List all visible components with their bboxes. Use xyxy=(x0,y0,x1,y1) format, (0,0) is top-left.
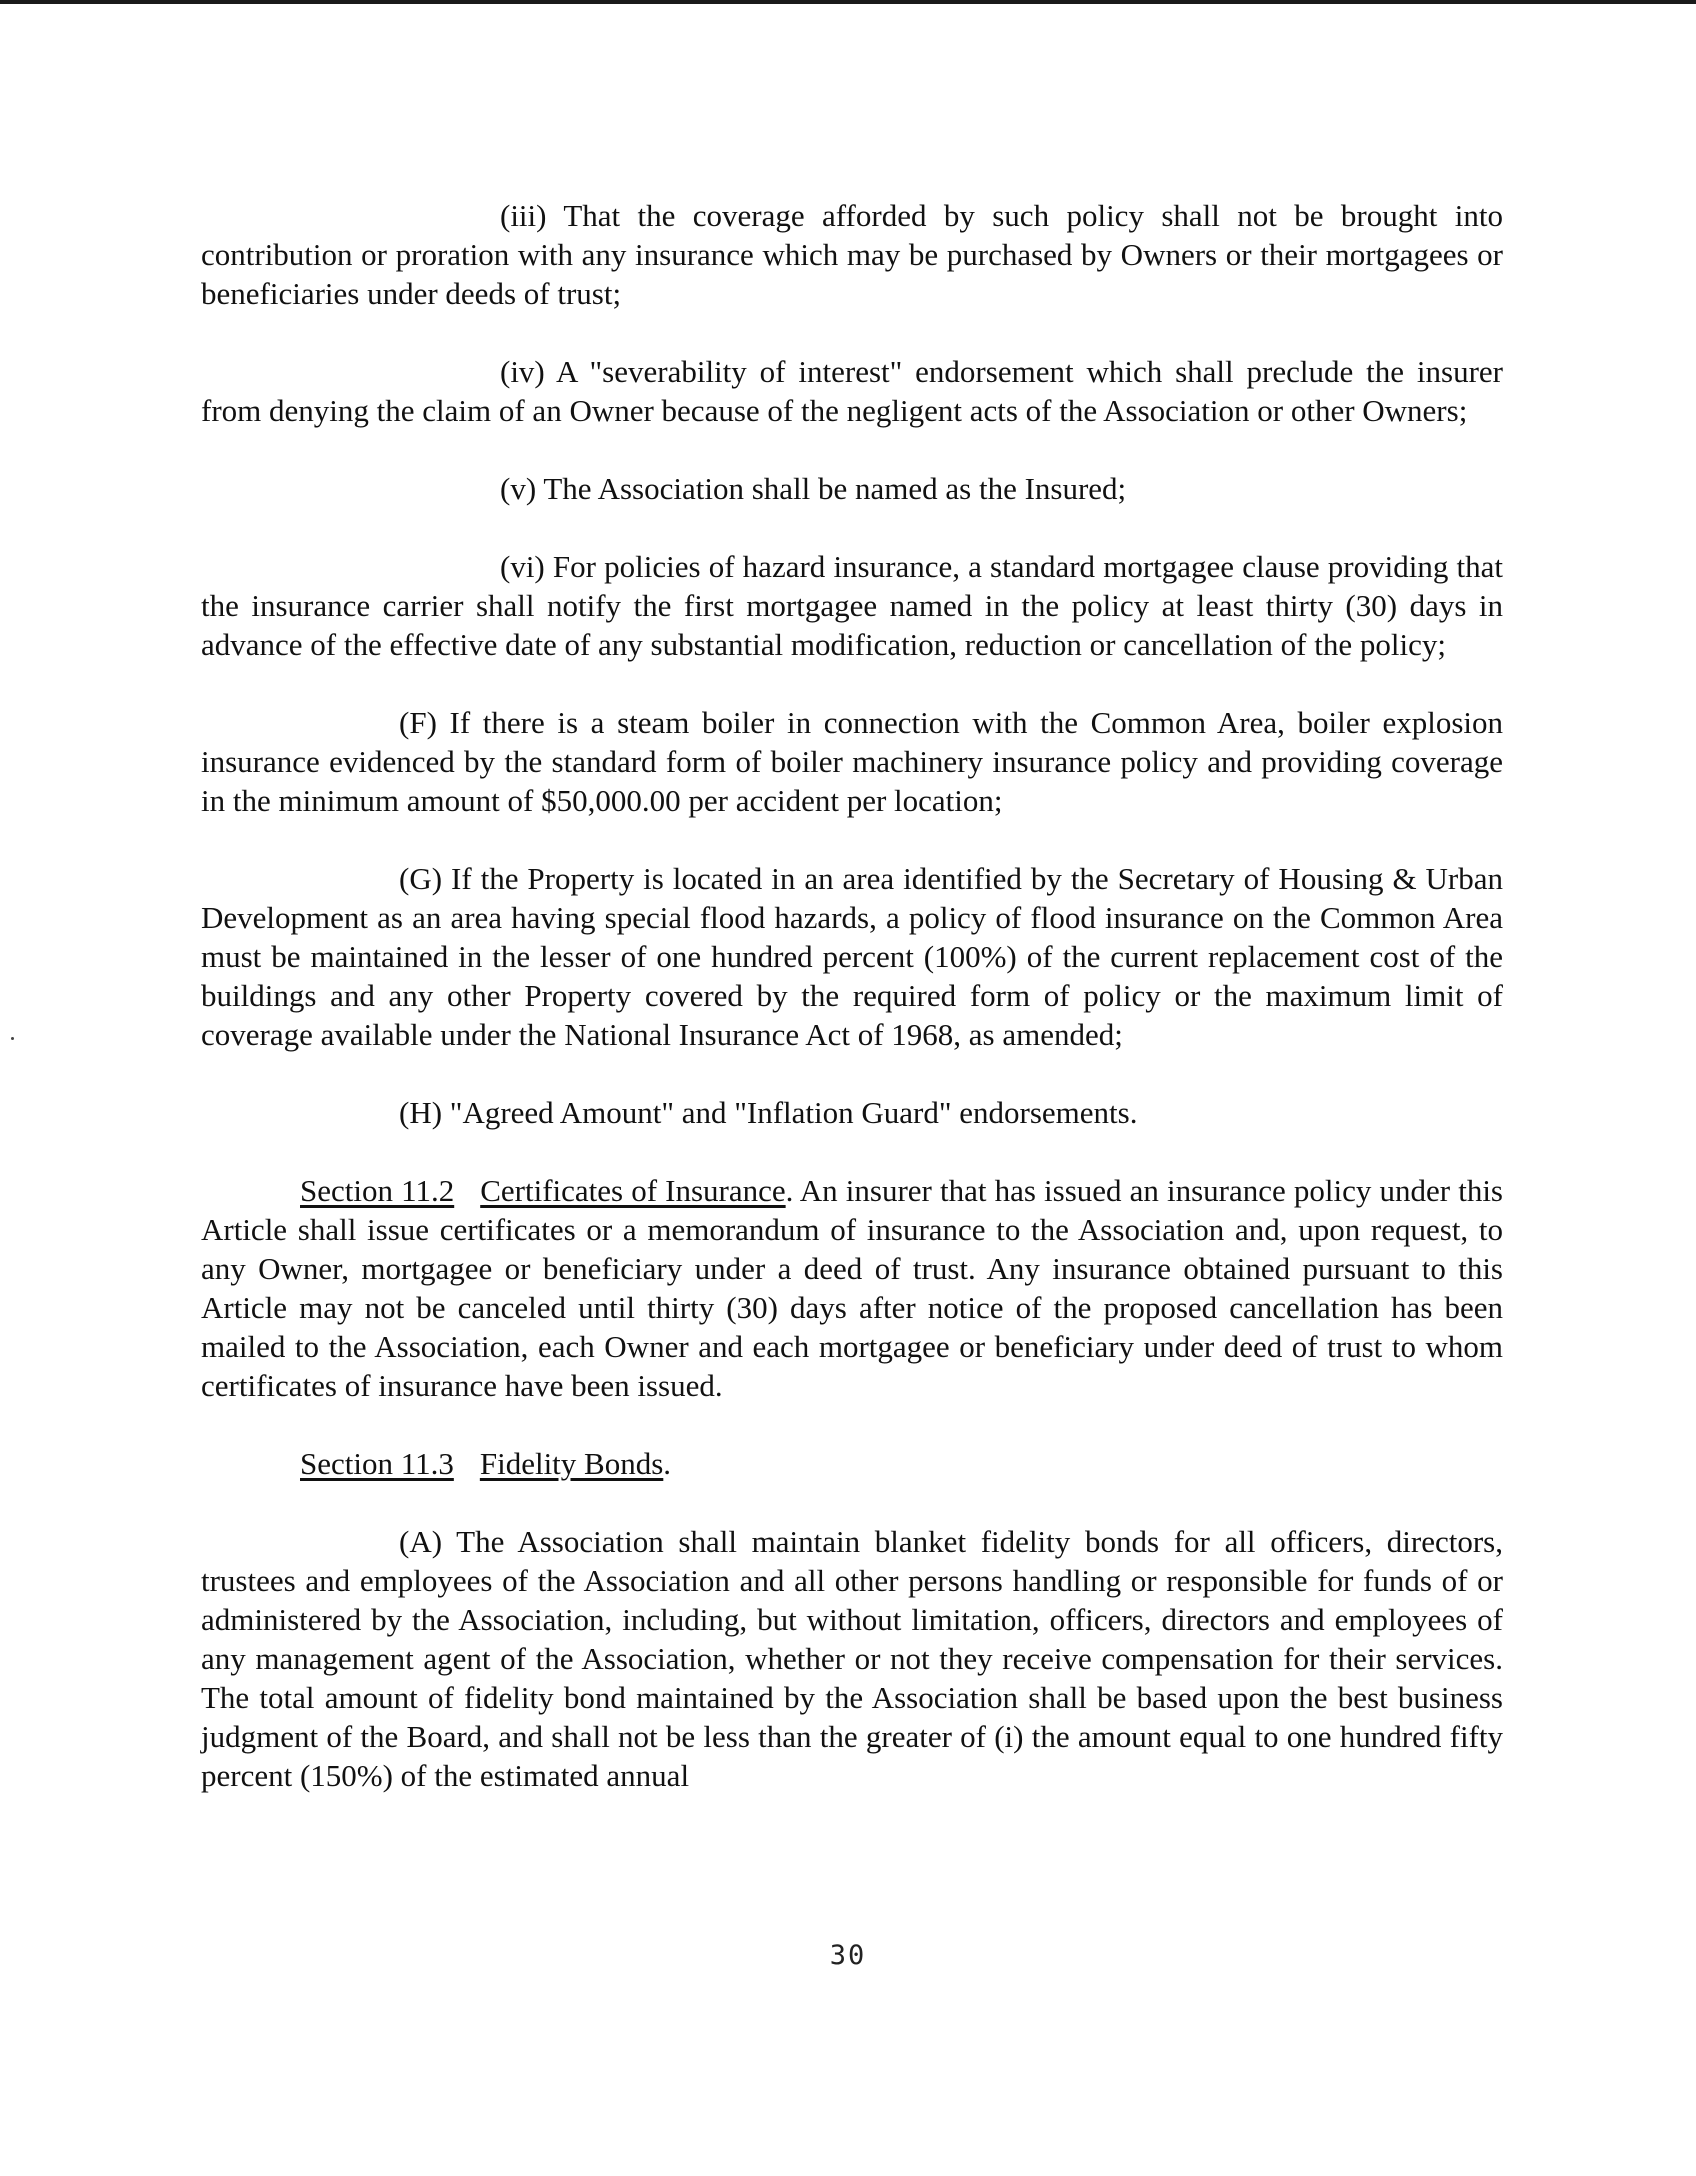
section-11-3-title: Fidelity Bonds xyxy=(479,1446,664,1481)
section-11-2-heading xyxy=(300,1173,786,1208)
scan-speck xyxy=(11,1037,14,1040)
paragraph-vi: (vi) For policies of hazard insurance, a standard mortgagee clause providing that the insurance carrier shall notify the first mortgagee named in the policy at least thirty (30) days in advance of the effective date of any substantial modification, reduction or cancellation of the policy; xyxy=(201,549,1503,662)
paragraph-F: (F) If there is a steam boiler in connection with the Common Area, boiler explosion insurance evidenced by the standard form of boiler machinery insurance policy and providing coverage in the minimum amount of $50,000.00 per accident per location; xyxy=(201,705,1503,818)
document-page xyxy=(201,196,1503,1795)
section-11-2-title: Certificates of Insurance xyxy=(480,1173,786,1208)
section-11-3-number: Section 11.3 xyxy=(300,1446,454,1481)
section-11-3 xyxy=(201,1444,1503,1483)
paragraph-H: (H) "Agreed Amount" and "Inflation Guard" endorsements. xyxy=(399,1095,1138,1130)
paragraph-iii: (iii) That the coverage afforded by such policy shall not be brought into contribution or proration with any insurance which may be purchased by Owners or their mortgagees or beneficiaries under deeds of trust; xyxy=(201,198,1503,311)
paragraph-iv: (iv) A "severability of interest" endorsement which shall preclude the insurer from denying the claim of an Owner because of the negligent acts of the Association or other Owners; xyxy=(201,354,1503,428)
section-11-2-body: . An insurer that has issued an insurance policy under this Article shall issue certificates or a memorandum of insurance to the Association and, upon request, to any Owner, mortgagee or beneficiary under a deed of trust. Any insurance obtained pursuant to this Article may not be canceled until thirty (30) days after notice of the proposed cancellation has been mailed to the Association, each Owner and each mortgagee or beneficiary under deed of trust to whom certificates of insurance have been issued. xyxy=(201,1173,1503,1403)
paragraph-G: (G) If the Property is located in an area identified by the Secretary of Housing & Urban Development as an area having special flood hazards, a policy of flood insurance on the Common Area must be maintained in the lesser of one hundred percent (100%) of the current replacement cost of the buildings and any other Property covered by the required form of policy or the maximum limit of coverage available under the National Insurance Act of 1968, as amended; xyxy=(201,861,1503,1052)
section-11-3-body: . xyxy=(663,1446,672,1481)
scan-top-border xyxy=(0,0,1696,4)
section-11-3-heading xyxy=(300,1446,663,1481)
section-11-2-number: Section 11.2 xyxy=(300,1173,455,1208)
paragraph-11-3-A: (A) The Association shall maintain blanket fidelity bonds for all officers, directors, trustees and employees of the Association and all other persons handling or responsible for funds of or administered by the Association, including, but without limitation, officers, directors and employees of any management agent of the Association, whether or not they receive compensation for their services. The total amount of fidelity bond maintained by the Association shall be based upon the best business judgment of the Board, and shall not be less than the greater of (i) the amount equal to one hundred fifty percent (150%) of the estimated annual xyxy=(201,1524,1503,1793)
paragraph-v: (v) The Association shall be named as the Insured; xyxy=(500,471,1127,506)
section-11-2 xyxy=(201,1171,1503,1405)
page-number: 30 xyxy=(829,1940,867,1971)
